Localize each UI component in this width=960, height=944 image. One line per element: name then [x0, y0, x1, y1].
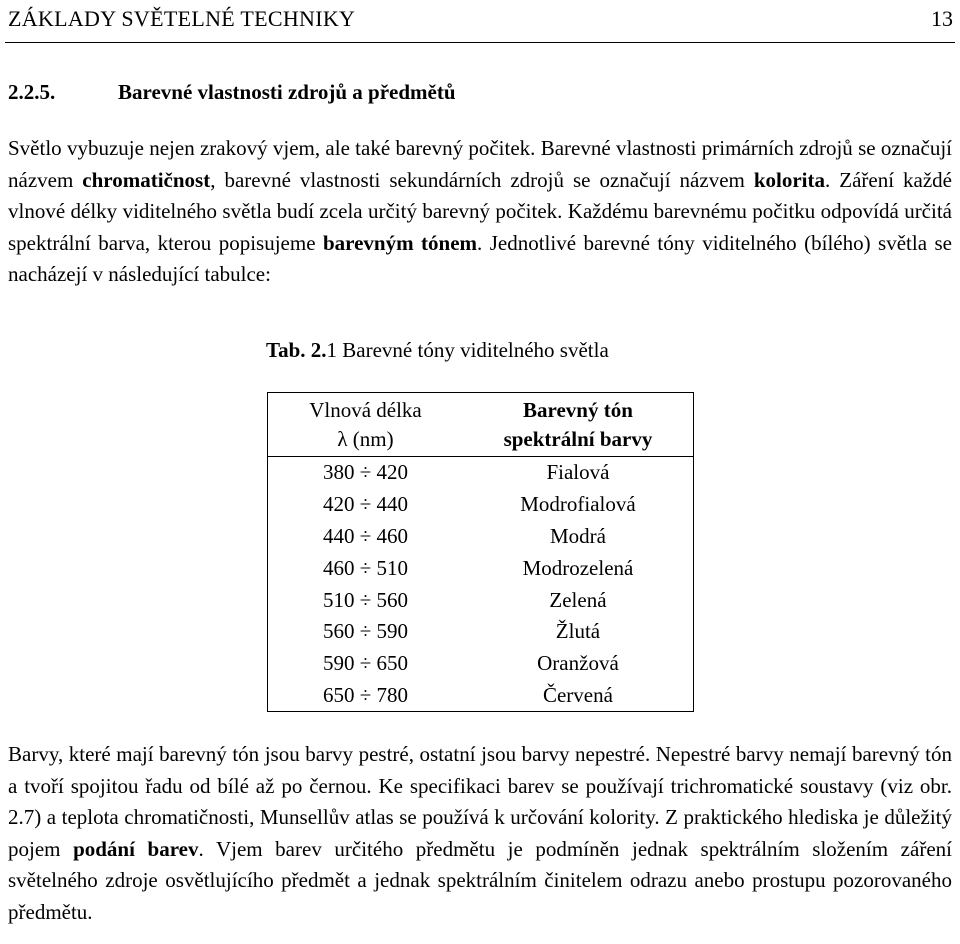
section-number: 2.2.5.	[8, 80, 56, 104]
cell-tone: Modrofialová	[520, 492, 636, 517]
cell-range: 440 ÷ 460	[322, 523, 408, 548]
cell-range: 460 ÷ 510	[322, 555, 408, 580]
paragraph-text: . Jednotlivé barevné tóny viditelného (bílého) světla se nacházejí v následující tabulce:	[8, 230, 952, 286]
section-heading	[8, 80, 456, 105]
table-row	[268, 457, 694, 489]
paragraph-text: , barevné vlastnosti sekundárních zdrojů se označují názvem	[210, 167, 754, 192]
section-title: Barevné vlastnosti zdrojů a předmětů	[118, 80, 456, 104]
table-header-row	[268, 393, 694, 457]
paragraph-text: . Záření každé vlnové délky viditelného světla budí zcela určitý barevný počitek. Každému barevnému počitku odpovídá určitá spektrální barva, kterou popisujeme	[8, 167, 952, 255]
caption-text: 1 Barevné tóny viditelného světla	[326, 338, 609, 362]
page-number: 13	[931, 6, 953, 31]
cell-tone: Modrá	[549, 523, 606, 548]
header-color-tone	[463, 393, 694, 457]
cell-tone: Fialová	[546, 460, 610, 485]
header-title: ZÁKLADY SVĚTELNÉ TECHNIKY	[8, 6, 356, 31]
cell-tone: Žlutá	[555, 619, 601, 644]
header-wavelength-line1: Vlnová délka	[309, 398, 422, 422]
paragraph-text: Světlo vybuzuje nejen zrakový vjem, ale také barevný počitek. Barevné vlastnosti primárních zdrojů se označují názvem	[8, 136, 952, 192]
cell-range: 650 ÷ 780	[322, 682, 408, 707]
running-header	[5, 4, 955, 43]
cell-range: 590 ÷ 650	[322, 651, 408, 676]
cell-tone: Červená	[542, 682, 613, 707]
table-row	[268, 584, 694, 616]
cell-tone: Zelená	[549, 587, 607, 612]
term-chromaticity: chromatičnost	[82, 167, 211, 192]
cell-tone: Oranžová	[537, 651, 619, 676]
table-row	[268, 680, 694, 712]
cell-range: 560 ÷ 590	[322, 619, 408, 644]
table-row	[268, 552, 694, 584]
header-wavelength-line2: λ (nm)	[337, 427, 394, 451]
cell-range: 380 ÷ 420	[322, 460, 408, 485]
table-row	[268, 616, 694, 648]
caption-label: Tab. 2.	[266, 338, 327, 362]
color-tone-table	[267, 392, 694, 712]
table-row	[268, 489, 694, 521]
paragraph-text: . Vjem barev určitého předmětu je podmíněn jednak spektrálním složením záření světelného zdroje osvětlujícího předmět a jednak spektrálním činitelem odrazu anebo prostupu pozorovaného předmětu.	[8, 836, 952, 924]
header-wavelength	[268, 393, 463, 457]
term-color-tone: barevným tónem	[322, 230, 478, 255]
cell-range: 420 ÷ 440	[322, 492, 408, 517]
header-tone-line2: spektrální barvy	[503, 427, 653, 451]
header-tone-line1: Barevný tón	[523, 398, 633, 422]
paragraph-intro	[8, 133, 952, 291]
cell-range: 510 ÷ 560	[322, 587, 408, 612]
table-row	[268, 521, 694, 553]
term-color-rendering: podání barev	[73, 836, 199, 861]
paragraph-colors	[8, 739, 952, 928]
table-row	[268, 648, 694, 680]
term-kolorita: kolorita	[753, 167, 826, 192]
table-caption	[266, 338, 609, 363]
cell-tone: Modrozelená	[522, 555, 634, 580]
paragraph-text: Barvy, které mají barevný tón jsou barvy pestré, ostatní jsou barvy nepestré. Nepestré barvy nemají barevný tón a tvoří spojitou řadu od bílé až po černou. Ke specifikaci barev se používají trichromatické soustavy (viz obr. 2.7) a teplota chromatičnosti, Munsellův atlas se používá k určování kolority. Z praktického hlediska je důležitý pojem	[8, 742, 952, 861]
